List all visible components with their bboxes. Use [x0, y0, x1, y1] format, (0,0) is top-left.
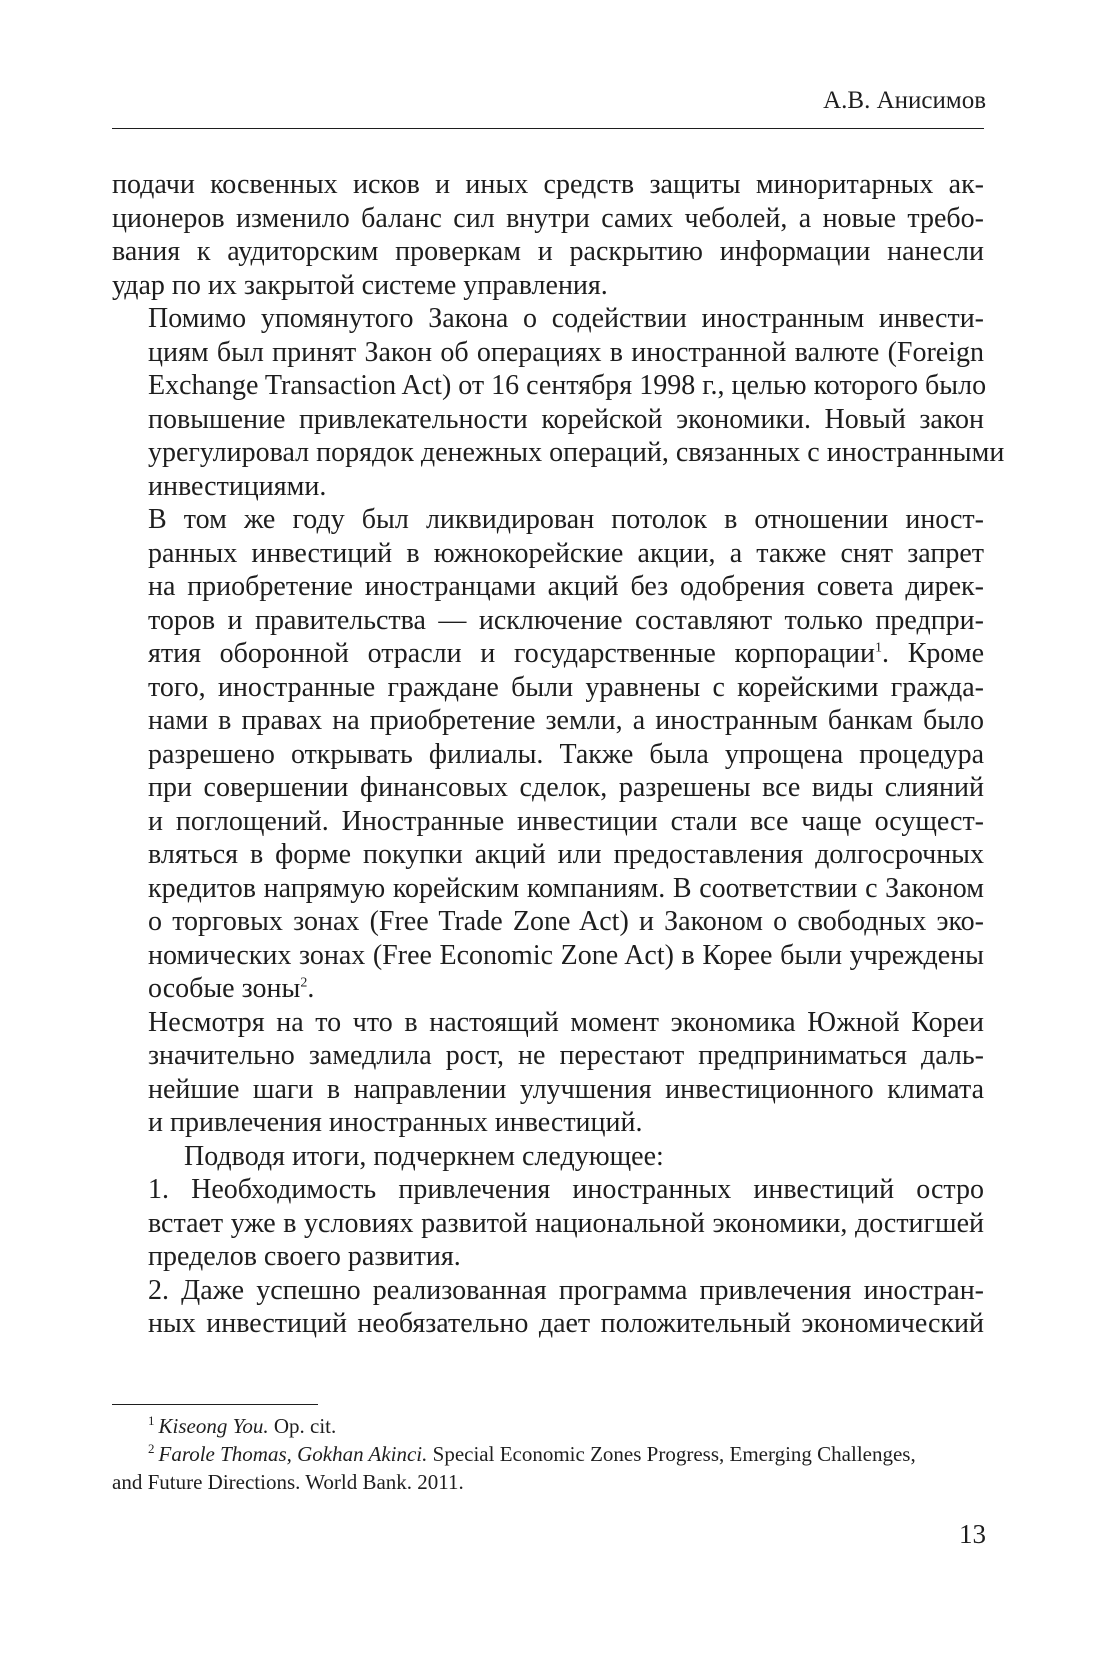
text-line: Подводя итоги, подчеркнем следующее: — [184, 1140, 664, 1172]
paragraph-1 — [112, 168, 984, 302]
text-line: повышение привлекательности корейской экономики. Новый закон — [148, 403, 984, 435]
text-line: нами в правах на приобретение земли, а иностранным банкам было — [148, 705, 984, 736]
footnote-mark: 1 — [148, 1413, 155, 1428]
text-line: урегулировал порядок денежных операций, связанных с иностранными — [148, 437, 1005, 468]
paragraph-6 — [112, 1173, 984, 1274]
paragraph-4 — [112, 1006, 984, 1140]
page-number: 13 — [959, 1519, 986, 1549]
footnote-author: Kiseong You. — [158, 1414, 269, 1438]
footnote-2-continued — [112, 1468, 984, 1496]
paragraph-7 — [112, 1274, 984, 1341]
text-line: циям был принят Закон об операциях в иностранной валюте (Foreign — [148, 336, 984, 368]
footnote-mark: 2 — [148, 1441, 155, 1456]
text-line-with-footnote — [112, 972, 984, 1006]
footnote-text: Op. cit. — [268, 1414, 337, 1438]
text-line: Несмотря на то что в настоящий момент экономика Южной Кореи — [148, 1006, 984, 1038]
text-line-with-footnote — [112, 637, 984, 671]
text-line: пределов своего развития. — [148, 1241, 461, 1272]
text-line: при совершении финансовых сделок, разрешены все виды слияний — [148, 772, 984, 803]
text-line: разрешено открывать филиалы. Также была упрощена процедура — [148, 738, 984, 770]
text-line: кредитов напрямую корейским компаниям. В соответствии с Законом — [148, 872, 984, 904]
paragraph-3 — [112, 503, 984, 1006]
text-line: Exchange Transaction Act) от 16 сентября 1998 г., целью которого было — [148, 370, 987, 401]
footnote-ref-1[interactable]: 1 — [875, 640, 883, 656]
text-line: ционеров изменило баланс сил внутри самих чеболей, а новые требо- — [112, 202, 984, 234]
footnote-2 — [112, 1440, 984, 1468]
text-line: удар по их закрытой системе управления. — [112, 269, 608, 301]
text-fragment: особые зоны — [148, 973, 301, 1004]
running-header-author: А.В. Анисимов — [823, 87, 986, 114]
footnote-text: and Future Directions. World Bank. 2011. — [112, 1470, 464, 1494]
text-line: и привлечения иностранных инвестиций. — [148, 1107, 643, 1138]
text-fragment: . — [307, 973, 315, 1004]
text-line: торов и правительства — исключение составляют только предпри- — [148, 604, 984, 636]
text-line: номических зонах (Free Economic Zone Act) в Корее были учреждены — [148, 939, 984, 971]
paragraph-5 — [112, 1140, 984, 1174]
text-line: значительно замедлила рост, не перестают предприниматься даль- — [148, 1040, 984, 1071]
text-line: встает уже в условиях развитой национальной экономики, достигшей — [148, 1207, 984, 1239]
text-line: 2. Даже успешно реализованная программа привлечения иностран- — [148, 1274, 984, 1306]
text-line: инвестициями. — [148, 470, 327, 502]
footnote-rule — [112, 1404, 318, 1405]
text-line: вания к аудиторским проверкам и раскрытию информации нанесли — [112, 236, 984, 267]
footnote-1 — [112, 1412, 984, 1440]
text-line: ранных инвестиций в южнокорейские акции, а также снят запрет — [148, 537, 984, 569]
paragraph-2 — [112, 302, 1005, 503]
footnote-ref-2[interactable]: 2 — [300, 975, 308, 991]
footnote-text: Special Economic Zones Progress, Emerging Challenges, — [427, 1442, 916, 1466]
text-line: на приобретение иностранцами акций без одобрения совета дирек- — [148, 571, 984, 602]
text-line: нейшие шаги в направлении улучшения инвестиционного климата — [148, 1073, 984, 1105]
text-line: вляться в форме покупки акций или предоставления долгосрочных — [148, 839, 984, 870]
text-fragment: ятия оборонной отрасли и государственные корпорации — [148, 638, 876, 669]
text-line: ных инвестиций необязательно дает положительный экономический — [148, 1308, 984, 1339]
text-line: В том же году был ликвидирован потолок в отношении иност- — [148, 504, 984, 535]
footnotes — [112, 1412, 984, 1496]
text-line: Помимо упомянутого Закона о содействии иностранным инвести- — [148, 303, 984, 334]
text-line: того, иностранные граждане были уравнены с корейскими гражда- — [148, 671, 984, 703]
footnote-author: Farole Thomas, Gokhan Akinci. — [158, 1442, 428, 1466]
text-fragment: . Кроме — [882, 638, 984, 669]
text-line: о торговых зонах (Free Trade Zone Act) и Законом о свободных эко- — [148, 906, 984, 937]
header-rule — [112, 128, 984, 129]
text-line: и поглощений. Иностранные инвестиции стали все чаще осущест- — [148, 805, 984, 837]
body-text — [112, 168, 1005, 1341]
text-line: подачи косвенных исков и иных средств защиты миноритарных ак- — [112, 169, 984, 200]
text-line: 1. Необходимость привлечения иностранных инвестиций остро — [148, 1174, 984, 1205]
